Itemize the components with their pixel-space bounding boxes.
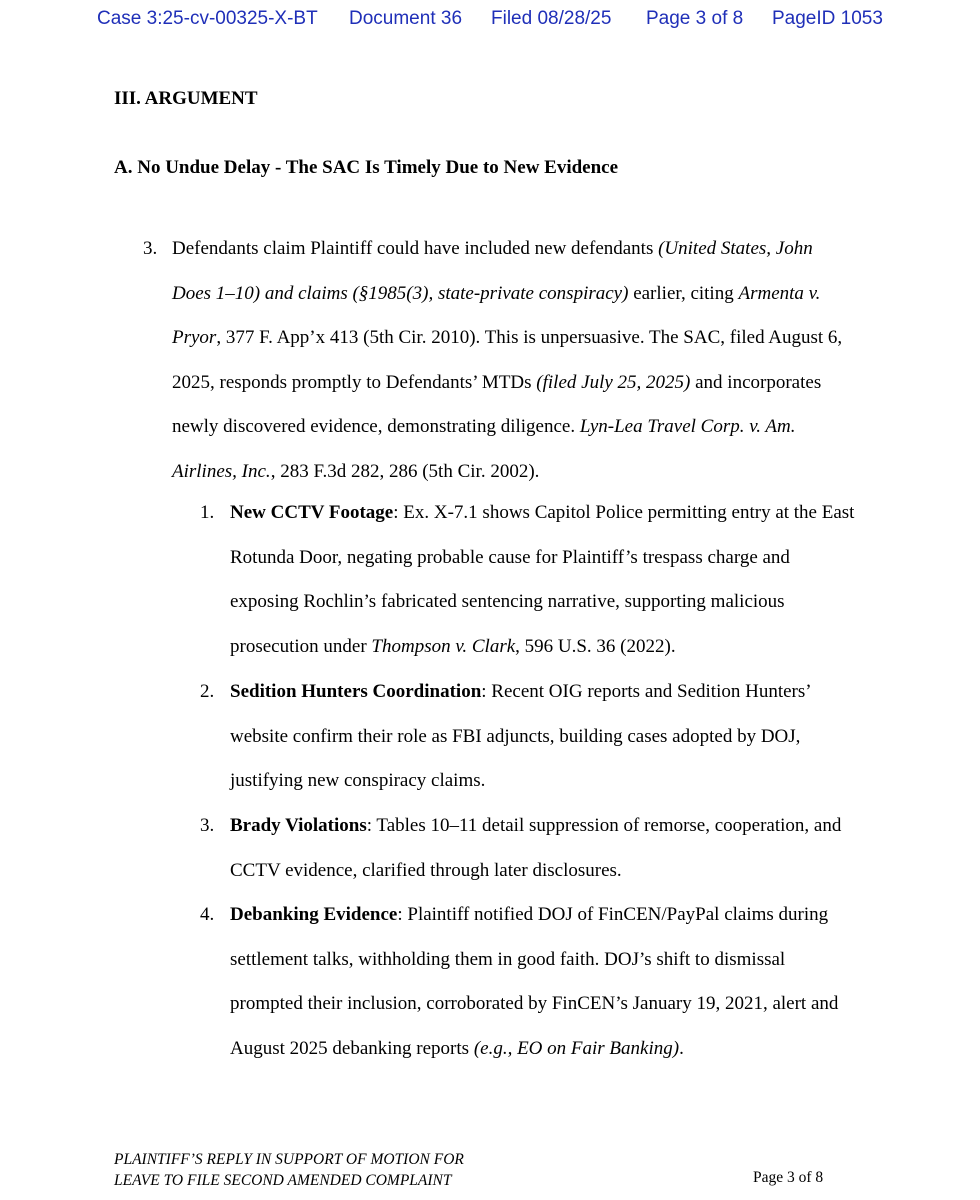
italic-text-run: (filed July 25, 2025) bbox=[536, 371, 691, 393]
text-run: : Plaintiff notified DOJ of FinCEN/PayPal claims during bbox=[397, 904, 829, 925]
text-line bbox=[172, 405, 872, 450]
text-line bbox=[230, 938, 890, 983]
italic-text-run: (United States, John bbox=[658, 238, 813, 259]
list-item-number: 3. bbox=[200, 815, 215, 836]
text-run: . bbox=[679, 1037, 684, 1059]
text-line bbox=[172, 361, 872, 406]
text-line bbox=[230, 1027, 890, 1072]
footer-title-line: LEAVE TO FILE SECOND AMENDED COMPLAINT bbox=[114, 1172, 452, 1189]
text-run: , 283 F.3d 282, 286 (5th Cir. 2002). bbox=[270, 460, 540, 482]
header-document-number: Document 36 bbox=[349, 8, 463, 29]
list-item-body bbox=[230, 893, 890, 1071]
list-item-number: 2. bbox=[200, 681, 215, 702]
italic-text-run: Thompson v. Clark bbox=[371, 635, 516, 657]
text-run: CCTV evidence, clarified through later disclosures. bbox=[230, 859, 622, 881]
text-run: , 596 U.S. 36 (2022). bbox=[515, 635, 676, 657]
text-run: earlier, citing bbox=[628, 282, 739, 304]
text-run: , 377 F. App’x 413 (5th Cir. 2010). This is unpersuasive. The SAC, filed August 6, bbox=[216, 327, 843, 348]
bold-text-run: Brady Violations bbox=[230, 815, 367, 836]
bold-text-run: Debanking Evidence bbox=[230, 904, 398, 925]
list-item-body bbox=[230, 670, 890, 804]
text-line bbox=[230, 491, 890, 536]
text-run: : Ex. X-7.1 shows Capitol Police permitting entry at the East bbox=[393, 502, 855, 523]
list-item-number: 4. bbox=[200, 904, 215, 925]
header-filed-date: Filed 08/28/25 bbox=[491, 8, 612, 29]
text-line bbox=[230, 580, 890, 625]
italic-text-run: Lyn-Lea Travel Corp. v. Am. bbox=[579, 416, 796, 437]
italic-text-run: (e.g., EO on Fair Banking) bbox=[473, 1037, 680, 1059]
italic-text-run: Airlines, Inc. bbox=[172, 460, 271, 482]
text-line bbox=[230, 715, 890, 760]
paragraph-number: 3. bbox=[143, 238, 158, 259]
text-run: Defendants claim Plaintiff could have included new defendants bbox=[172, 238, 659, 259]
text-line bbox=[172, 450, 872, 495]
header-page-count: Page 3 of 8 bbox=[646, 8, 744, 29]
text-line bbox=[172, 272, 872, 317]
footer-page-number: Page 3 of 8 bbox=[753, 1169, 824, 1186]
paragraph-body bbox=[172, 227, 872, 494]
text-line bbox=[230, 849, 890, 894]
text-run: and incorporates bbox=[690, 371, 822, 393]
text-line bbox=[230, 893, 890, 938]
text-line bbox=[230, 804, 890, 849]
italic-text-run: Armenta v. bbox=[738, 282, 821, 304]
text-run: : Recent OIG reports and Sedition Hunters’ bbox=[481, 681, 812, 702]
text-run: August 2025 debanking reports bbox=[230, 1037, 474, 1059]
header-case-number: Case 3:25-cv-00325-X-BT bbox=[97, 8, 318, 29]
bold-text-run: Sedition Hunters Coordination bbox=[230, 681, 482, 702]
section-heading: III. ARGUMENT bbox=[114, 88, 258, 109]
footer-document-title bbox=[114, 1149, 464, 1191]
italic-text-run: Does 1–10) and claims (§1985(3), state-private conspiracy) bbox=[172, 282, 629, 304]
text-line bbox=[172, 227, 872, 272]
text-line bbox=[230, 759, 890, 804]
list-item-body bbox=[230, 491, 890, 669]
text-line bbox=[172, 316, 872, 361]
header-page-id: PageID 1053 bbox=[772, 8, 883, 29]
text-run: website confirm their role as FBI adjuncts, building cases adopted by DOJ, bbox=[230, 725, 801, 747]
text-run: settlement talks, withholding them in good faith. DOJ’s shift to dismissal bbox=[230, 948, 786, 970]
bold-text-run: New CCTV Footage bbox=[230, 502, 394, 523]
text-run: prosecution under bbox=[230, 635, 372, 657]
sub-heading: A. No Undue Delay - The SAC Is Timely Due to New Evidence bbox=[114, 157, 619, 178]
text-line bbox=[230, 625, 890, 670]
text-line bbox=[230, 982, 890, 1027]
list-item-number: 1. bbox=[200, 502, 215, 523]
text-line bbox=[230, 536, 890, 581]
italic-text-run: Pryor bbox=[172, 327, 217, 348]
text-run: justifying new conspiracy claims. bbox=[230, 770, 486, 791]
footer-title-line: PLAINTIFF’S REPLY IN SUPPORT OF MOTION FOR bbox=[114, 1151, 464, 1168]
text-run: exposing Rochlin’s fabricated sentencing narrative, supporting malicious bbox=[230, 591, 785, 612]
text-run: newly discovered evidence, demonstrating diligence. bbox=[172, 416, 580, 437]
text-run: 2025, responds promptly to Defendants’ MTDs bbox=[172, 371, 537, 393]
text-line bbox=[230, 670, 890, 715]
text-run: : Tables 10–11 detail suppression of remorse, cooperation, and bbox=[366, 815, 842, 836]
list-item-body bbox=[230, 804, 890, 893]
text-run: prompted their inclusion, corroborated by FinCEN’s January 19, 2021, alert and bbox=[230, 993, 839, 1014]
text-run: Rotunda Door, negating probable cause for Plaintiff’s trespass charge and bbox=[230, 546, 790, 568]
